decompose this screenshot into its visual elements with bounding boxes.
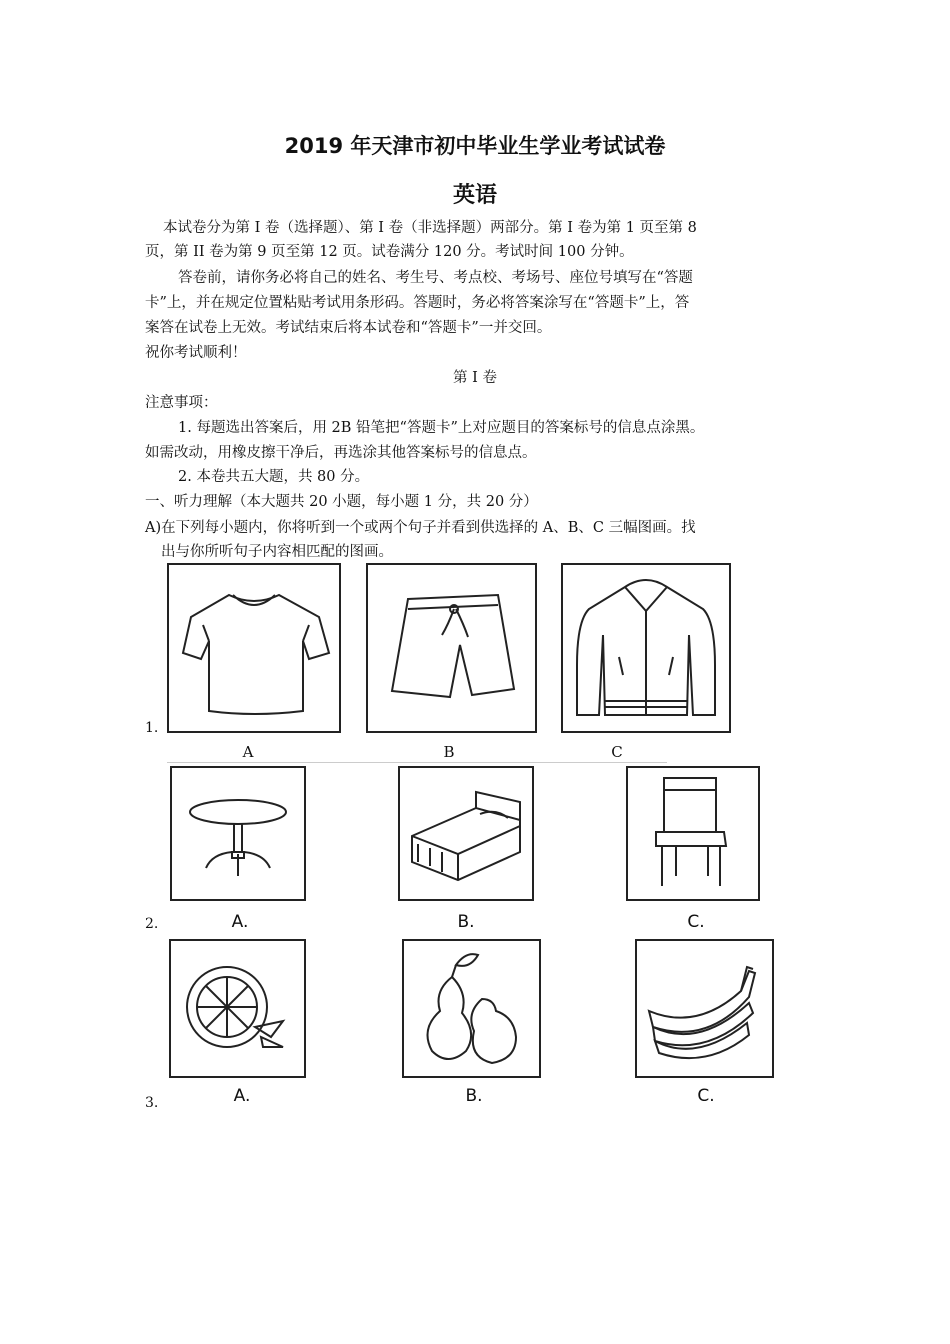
option-label: C.	[697, 1086, 715, 1106]
note-line: 如需改动，用橡皮擦干净后，再选涂其他答案标号的信息点。	[145, 445, 537, 461]
option-label: B.	[457, 912, 475, 932]
chair-icon[interactable]	[626, 766, 760, 901]
part-instruction: A)在下列每小题内，你将听到一个或两个句子并看到供选择的 A、B、C 三幅图画。找	[145, 520, 696, 536]
volume-heading: 第 I 卷	[453, 370, 497, 386]
question-number: 2.	[145, 916, 159, 932]
wish-line: 祝你考试顺利！	[145, 345, 247, 361]
option-label: C.	[687, 912, 705, 932]
option-label: A.	[233, 1086, 251, 1106]
intro-line: 本试卷分为第 I 卷（选择题）、第 I 卷（非选择题）两部分。第 I 卷为第 1 页至第 8	[163, 220, 697, 236]
notes-title: 注意事项：	[145, 395, 218, 411]
intro-line: 答卷前，请你务必将自己的姓名、考生号、考点校、考场号、座位号填写在“答题	[178, 270, 693, 286]
subject-title: 英语	[452, 183, 497, 208]
intro-line: 卡”上，并在规定位置粘贴考试用条形码。答题时，务必将答案涂写在“答题卡”上，答	[145, 295, 690, 311]
jacket-icon[interactable]	[561, 563, 731, 733]
shorts-icon[interactable]	[366, 563, 537, 733]
question-number: 3.	[145, 1095, 159, 1111]
part-instruction: 出与你所听句子内容相匹配的图画。	[161, 544, 393, 560]
divider	[167, 762, 667, 763]
t-shirt-icon[interactable]	[167, 563, 341, 733]
option-label: B	[443, 743, 455, 761]
part-title: 一、听力理解（本大题共 20 小题，每小题 1 分，共 20 分）	[145, 494, 538, 510]
intro-line: 页，第 II 卷为第 9 页至第 12 页。试卷满分 120 分。考试时间 100 分钟。	[145, 244, 634, 260]
option-label: A	[242, 743, 254, 761]
table-icon[interactable]	[170, 766, 306, 901]
note-line: 1. 每题选出答案后，用 2B 铅笔把“答题卡”上对应题目的答案标号的信息点涂黑。	[178, 420, 705, 436]
option-label: C	[611, 743, 623, 761]
note-line: 2. 本卷共五大题，共 80 分。	[178, 469, 370, 485]
question-number: 1.	[145, 720, 159, 736]
intro-line: 案答在试卷上无效。考试结束后将本试卷和“答题卡”一并交回。	[145, 320, 552, 336]
exam-title: 2019 年天津市初中毕业生学业考试试卷	[284, 134, 666, 158]
bed-icon[interactable]	[398, 766, 534, 901]
orange-icon[interactable]	[169, 939, 306, 1078]
pear-icon[interactable]	[402, 939, 541, 1078]
banana-icon[interactable]	[635, 939, 774, 1078]
option-label: A.	[231, 912, 249, 932]
option-label: B.	[465, 1086, 483, 1106]
